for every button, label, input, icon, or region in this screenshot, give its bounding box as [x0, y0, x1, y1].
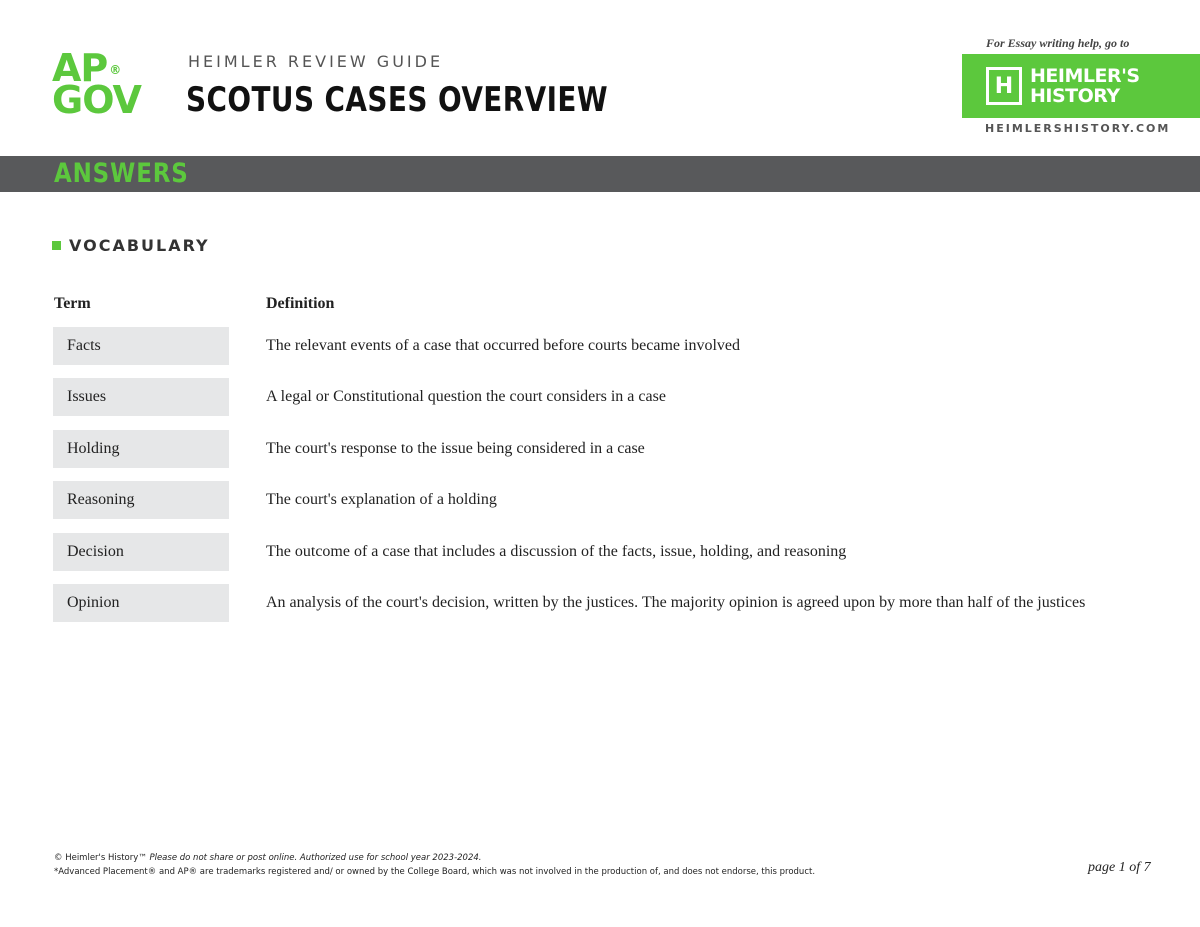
table-row: [0, 533, 1200, 571]
definition-cell: The court's response to the issue being considered in a case: [266, 440, 645, 457]
page-title: SCOTUS CASES OVERVIEW: [186, 80, 609, 120]
column-header-definition: Definition: [266, 295, 335, 312]
heimlers-history-logo[interactable]: [962, 54, 1200, 118]
brand-line-1: HEIMLER'S: [1030, 65, 1140, 87]
answers-title: ANSWERS: [54, 158, 189, 189]
vocabulary-heading: [52, 236, 210, 255]
logo-ap-text: AP: [52, 46, 108, 90]
term-cell: Reasoning: [53, 481, 229, 519]
brand-mark-icon: H: [986, 67, 1022, 105]
table-row: [0, 584, 1200, 622]
logo-gov-text: GOV: [52, 78, 141, 122]
section-title: VOCABULARY: [69, 236, 210, 255]
green-square-bullet-icon: [52, 241, 61, 250]
answers-banner: [0, 156, 1200, 192]
term-cell: Opinion: [53, 584, 229, 622]
ap-gov-logo: [52, 46, 162, 122]
brand-line-2: HISTORY: [1030, 85, 1120, 107]
page-number: page 1 of 7: [1088, 860, 1151, 875]
definition-cell: The relevant events of a case that occurred before courts became involved: [266, 337, 740, 354]
definition-cell: The outcome of a case that includes a discussion of the facts, issue, holding, and reasoning: [266, 543, 847, 560]
term-cell: Decision: [53, 533, 229, 571]
definition-cell: An analysis of the court's decision, written by the justices. The majority opinion is agreed upon by more than half of the justices: [266, 594, 1086, 611]
definition-cell: The court's explanation of a holding: [266, 491, 497, 508]
table-row: [0, 327, 1200, 365]
table-row: [0, 378, 1200, 416]
brand-wordmark: [1030, 66, 1140, 106]
column-header-term: Term: [54, 295, 91, 312]
footer-trademark: *Advanced Placement® and AP® are trademarks registered and/ or owned by the College Board, which was not involved in the production of, and does not endorse, this product.: [54, 867, 816, 877]
promo-text: For Essay writing help, go to: [986, 36, 1130, 50]
table-row: [0, 430, 1200, 468]
term-cell: Facts: [53, 327, 229, 365]
logo-registered-mark: ®: [109, 63, 121, 77]
term-cell: Holding: [53, 430, 229, 468]
brand-url-link[interactable]: HEIMLERSHISTORY.COM: [985, 122, 1171, 135]
definition-cell: A legal or Constitutional question the court considers in a case: [266, 388, 666, 405]
footer-usage-notice: Please do not share or post online. Authorized use for school year 2023-2024.: [149, 853, 482, 863]
footer-copyright: © Heimler's History™: [54, 853, 147, 863]
guide-label: HEIMLER REVIEW GUIDE: [188, 52, 444, 71]
footer-notice: [54, 851, 815, 879]
term-cell: Issues: [53, 378, 229, 416]
table-row: [0, 481, 1200, 519]
